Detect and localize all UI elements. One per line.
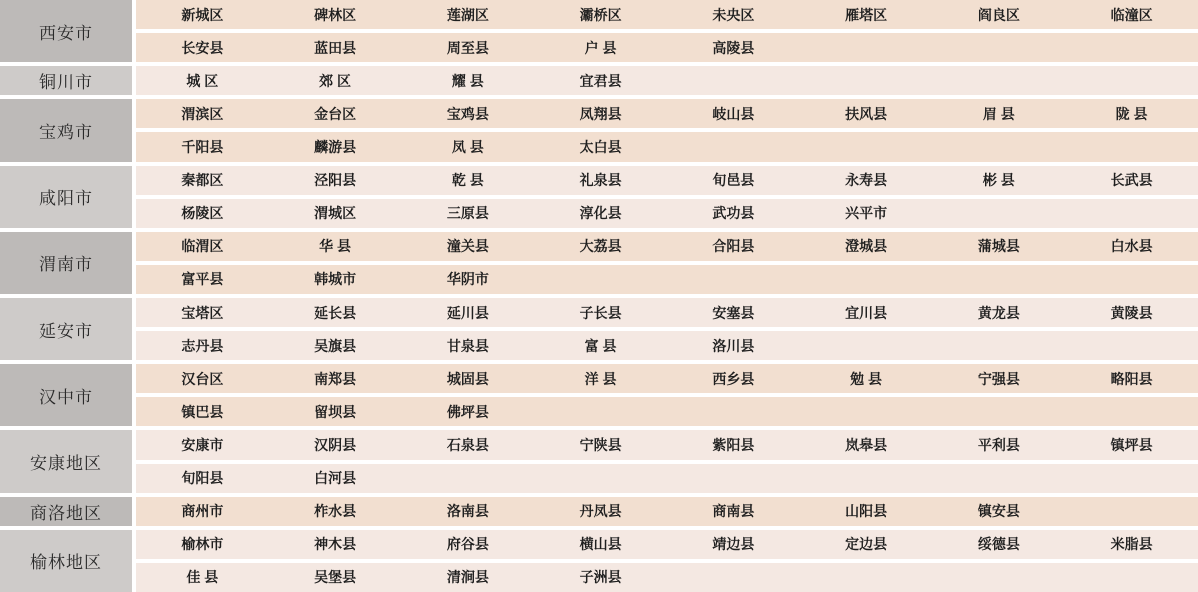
city-group — [0, 66, 1198, 95]
county-cell: 平利县 — [977, 436, 1020, 453]
county-cell: 洛南县 — [446, 503, 489, 520]
county-cell: 榆林市 — [181, 536, 224, 553]
county-cell: 杨陵区 — [181, 205, 224, 222]
table-row — [136, 33, 1198, 62]
county-cell: 吴旗县 — [314, 337, 357, 354]
county-cell: 镇坪县 — [1110, 436, 1153, 453]
county-cell: 新城区 — [181, 6, 224, 23]
county-cell: 渭城区 — [314, 205, 357, 222]
county-cell: 富平县 — [181, 271, 224, 288]
county-cell: 华 县 — [319, 238, 352, 255]
county-rows — [136, 497, 1198, 526]
table-row — [136, 298, 1198, 327]
county-cell: 韩城市 — [314, 271, 357, 288]
county-cell: 未央区 — [712, 6, 755, 23]
city-group — [0, 298, 1198, 360]
city-header: 商洛地区 — [0, 497, 132, 526]
county-cell: 神木县 — [314, 536, 357, 553]
table-row — [136, 331, 1198, 360]
county-cell: 宝鸡县 — [446, 105, 489, 122]
table-row — [136, 497, 1198, 526]
table-row — [136, 166, 1198, 195]
city-header: 渭南市 — [0, 232, 132, 294]
county-cell: 米脂县 — [1110, 536, 1153, 553]
table-row — [136, 563, 1198, 592]
city-header: 宝鸡市 — [0, 99, 132, 161]
county-cell: 洛川县 — [712, 337, 755, 354]
county-cell: 勉 县 — [850, 370, 883, 387]
city-header: 安康地区 — [0, 430, 132, 492]
county-cell: 宝塔区 — [181, 304, 224, 321]
county-rows — [136, 0, 1198, 62]
table-row — [136, 132, 1198, 161]
city-header: 榆林地区 — [0, 530, 132, 592]
county-cell: 秦都区 — [181, 172, 224, 189]
county-cell: 山阳县 — [845, 503, 888, 520]
county-cell: 白河县 — [314, 470, 357, 487]
county-cell: 岚皋县 — [845, 436, 888, 453]
city-group — [0, 166, 1198, 228]
county-cell: 志丹县 — [181, 337, 224, 354]
city-group — [0, 497, 1198, 526]
county-cell: 临渭区 — [181, 238, 224, 255]
county-cell: 石泉县 — [446, 436, 489, 453]
county-cell: 雁塔区 — [845, 6, 888, 23]
county-cell: 略阳县 — [1110, 370, 1153, 387]
county-cell: 陇 县 — [1115, 105, 1148, 122]
city-header: 铜川市 — [0, 66, 132, 95]
city-header: 咸阳市 — [0, 166, 132, 228]
county-cell: 礼泉县 — [579, 172, 622, 189]
county-cell: 户 县 — [584, 39, 617, 56]
city-group — [0, 530, 1198, 592]
county-cell: 商南县 — [712, 503, 755, 520]
table-row — [136, 397, 1198, 426]
city-header: 汉中市 — [0, 364, 132, 426]
county-rows — [136, 530, 1198, 592]
county-cell: 三原县 — [446, 205, 489, 222]
county-cell: 淳化县 — [579, 205, 622, 222]
county-cell: 吴堡县 — [314, 569, 357, 586]
county-cell: 延川县 — [446, 304, 489, 321]
county-cell: 耀 县 — [451, 72, 484, 89]
county-cell: 汉阴县 — [314, 436, 357, 453]
county-cell: 碑林区 — [314, 6, 357, 23]
county-cell: 横山县 — [579, 536, 622, 553]
county-cell: 阎良区 — [977, 6, 1020, 23]
county-rows — [136, 99, 1198, 161]
county-cell: 蒲城县 — [977, 238, 1020, 255]
county-cell: 长安县 — [181, 39, 224, 56]
county-cell: 佳 县 — [186, 569, 219, 586]
county-cell: 留坝县 — [314, 403, 357, 420]
county-cell: 府谷县 — [446, 536, 489, 553]
city-header: 延安市 — [0, 298, 132, 360]
table-row — [136, 464, 1198, 493]
table-row — [136, 199, 1198, 228]
county-cell: 安康市 — [181, 436, 224, 453]
county-cell: 潼关县 — [446, 238, 489, 255]
table-row — [136, 232, 1198, 261]
county-cell: 华阴市 — [446, 271, 489, 288]
table-row — [136, 99, 1198, 128]
county-cell: 洋 县 — [584, 370, 617, 387]
county-cell: 永寿县 — [845, 172, 888, 189]
county-cell: 岐山县 — [712, 105, 755, 122]
county-cell: 黄龙县 — [977, 304, 1020, 321]
county-cell: 凤 县 — [451, 138, 484, 155]
county-cell: 镇巴县 — [181, 403, 224, 420]
county-cell: 宁陕县 — [579, 436, 622, 453]
county-cell: 合阳县 — [712, 238, 755, 255]
county-cell: 凤翔县 — [579, 105, 622, 122]
county-cell: 扶风县 — [845, 105, 888, 122]
city-group — [0, 99, 1198, 161]
county-cell: 大荔县 — [579, 238, 622, 255]
county-cell: 汉台区 — [181, 370, 224, 387]
county-cell: 富 县 — [584, 337, 617, 354]
county-cell: 麟游县 — [314, 138, 357, 155]
county-cell: 紫阳县 — [712, 436, 755, 453]
county-cell: 武功县 — [712, 205, 755, 222]
county-cell: 宜川县 — [845, 304, 888, 321]
county-cell: 乾 县 — [451, 172, 484, 189]
county-rows — [136, 232, 1198, 294]
county-cell: 千阳县 — [181, 138, 224, 155]
county-rows — [136, 298, 1198, 360]
county-cell: 西乡县 — [712, 370, 755, 387]
city-group — [0, 364, 1198, 426]
city-group — [0, 232, 1198, 294]
county-rows — [136, 364, 1198, 426]
county-cell: 临潼区 — [1110, 6, 1153, 23]
county-cell: 白水县 — [1110, 238, 1153, 255]
table-row — [136, 530, 1198, 559]
county-cell: 甘泉县 — [446, 337, 489, 354]
county-cell: 南郑县 — [314, 370, 357, 387]
county-cell: 渭滨区 — [181, 105, 224, 122]
county-cell: 靖边县 — [712, 536, 755, 553]
county-rows — [136, 430, 1198, 492]
county-cell: 镇安县 — [977, 503, 1020, 520]
county-cell: 定边县 — [845, 536, 888, 553]
city-group — [0, 0, 1198, 62]
county-cell: 旬阳县 — [181, 470, 224, 487]
county-cell: 眉 县 — [982, 105, 1015, 122]
city-group — [0, 430, 1198, 492]
county-cell: 金台区 — [314, 105, 357, 122]
county-cell: 彬 县 — [982, 172, 1015, 189]
county-cell: 兴平市 — [845, 205, 888, 222]
county-cell: 城固县 — [446, 370, 489, 387]
county-cell: 太白县 — [579, 138, 622, 155]
table-row — [136, 0, 1198, 29]
county-cell: 子长县 — [579, 304, 622, 321]
county-cell: 延长县 — [314, 304, 357, 321]
table-row — [136, 66, 1198, 95]
county-cell: 灞桥区 — [579, 6, 622, 23]
county-cell: 宁强县 — [977, 370, 1020, 387]
county-cell: 清涧县 — [446, 569, 489, 586]
county-cell: 莲湖区 — [446, 6, 489, 23]
county-cell: 城 区 — [186, 72, 219, 89]
city-header: 西安市 — [0, 0, 132, 62]
county-cell: 绥德县 — [977, 536, 1020, 553]
county-cell: 郊 区 — [319, 72, 352, 89]
county-cell: 澄城县 — [845, 238, 888, 255]
county-cell: 丹凤县 — [579, 503, 622, 520]
county-cell: 周至县 — [446, 39, 489, 56]
county-rows — [136, 166, 1198, 228]
county-cell: 泾阳县 — [314, 172, 357, 189]
county-cell: 商州市 — [181, 503, 224, 520]
table-row — [136, 364, 1198, 393]
county-cell: 安塞县 — [712, 304, 755, 321]
county-cell: 高陵县 — [712, 39, 755, 56]
county-cell: 佛坪县 — [446, 403, 489, 420]
county-cell: 黄陵县 — [1110, 304, 1153, 321]
county-cell: 柞水县 — [314, 503, 357, 520]
county-cell: 宜君县 — [579, 72, 622, 89]
county-cell: 长武县 — [1110, 172, 1153, 189]
county-cell: 旬邑县 — [712, 172, 755, 189]
county-rows — [136, 66, 1198, 95]
county-cell: 蓝田县 — [314, 39, 357, 56]
county-cell: 子洲县 — [579, 569, 622, 586]
table-row — [136, 430, 1198, 459]
table-row — [136, 265, 1198, 294]
